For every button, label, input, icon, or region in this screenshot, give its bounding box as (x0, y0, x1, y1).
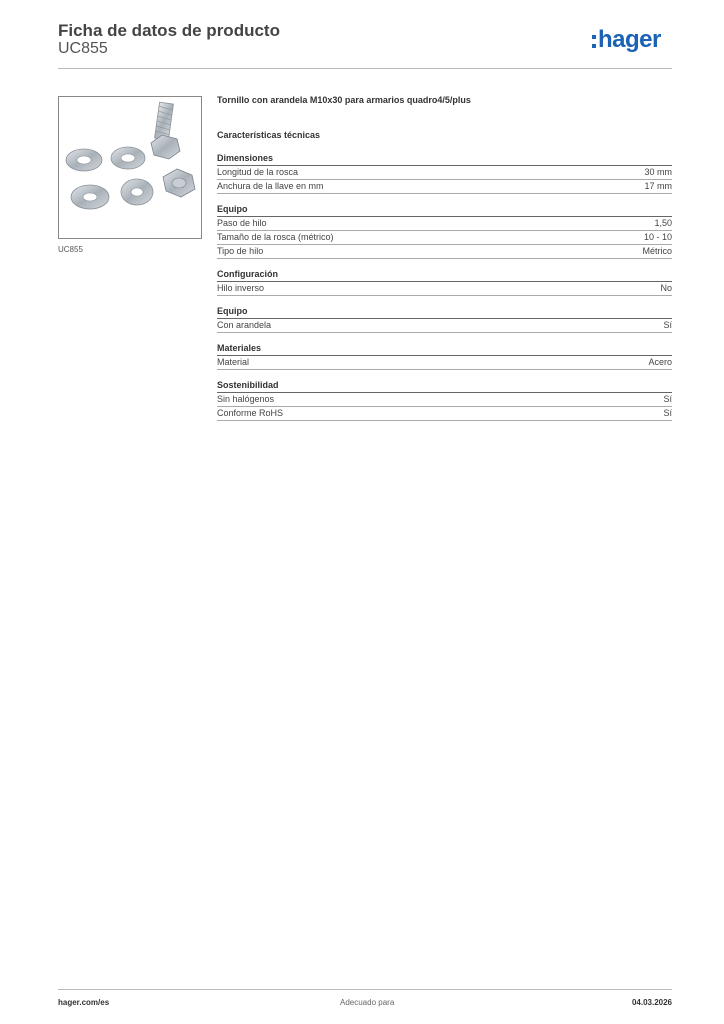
footer-website-link[interactable]: hager.com/es (58, 998, 110, 1007)
footer-center-text: Adecuado para (340, 998, 395, 1007)
spec-value: Métrico (642, 246, 672, 256)
footer-divider (58, 989, 672, 990)
spec-row (217, 217, 672, 231)
spec-label: Longitud de la rosca (217, 167, 299, 177)
spec-row (217, 245, 672, 259)
spec-row (217, 282, 672, 296)
spec-label: Conforme RoHS (217, 408, 284, 418)
spec-value: 17 mm (644, 181, 672, 191)
photo-caption: UC855 (58, 245, 83, 254)
spec-group-title: Sostenibilidad (217, 380, 672, 393)
spec-group-title: Materiales (217, 343, 672, 356)
spec-label: Material (217, 357, 250, 367)
spec-group-title: Equipo (217, 204, 672, 217)
spec-value: Sí (663, 408, 672, 418)
spec-row (217, 180, 672, 194)
spec-value: Sí (663, 320, 672, 330)
spec-content (217, 95, 672, 421)
spec-value: 30 mm (644, 167, 672, 177)
spec-group-title: Configuración (217, 269, 672, 282)
spec-label: Hilo inverso (217, 283, 265, 293)
spec-groups (217, 153, 672, 421)
spec-row (217, 231, 672, 245)
spec-value: Sí (663, 394, 672, 404)
section-heading: Características técnicas (217, 130, 321, 140)
spec-value: 1,50 (654, 218, 672, 228)
page-title: Ficha de datos de producto (58, 21, 280, 40)
spec-row (217, 356, 672, 370)
logo-dot-icon (592, 44, 596, 48)
spec-row (217, 319, 672, 333)
header-divider (58, 68, 672, 69)
spec-label: Tamaño de la rosca (métrico) (217, 232, 334, 242)
spec-label: Tipo de hilo (217, 246, 264, 256)
product-photo (58, 96, 202, 239)
product-reference: UC855 (58, 40, 108, 57)
logo-dot-icon (592, 35, 596, 39)
spec-value: Acero (648, 357, 672, 367)
spec-value: No (660, 283, 672, 293)
spec-row (217, 166, 672, 180)
brand-name: hager (598, 26, 661, 53)
bolt-washers-nut-icon (59, 97, 201, 238)
spec-value: 10 - 10 (643, 232, 672, 242)
spec-row (217, 393, 672, 407)
spec-label: Paso de hilo (217, 218, 267, 228)
spec-row (217, 407, 672, 421)
spec-label: Con arandela (217, 320, 272, 330)
footer-date: 04.03.2026 (631, 998, 672, 1007)
spec-group-title: Equipo (217, 306, 672, 319)
product-title: Tornillo con arandela M10x30 para armarios quadro4/5/plus (217, 95, 471, 105)
spec-label: Sin halógenos (217, 394, 275, 404)
spec-label: Anchura de la llave en mm (217, 181, 324, 191)
spec-group-title: Dimensiones (217, 153, 672, 166)
